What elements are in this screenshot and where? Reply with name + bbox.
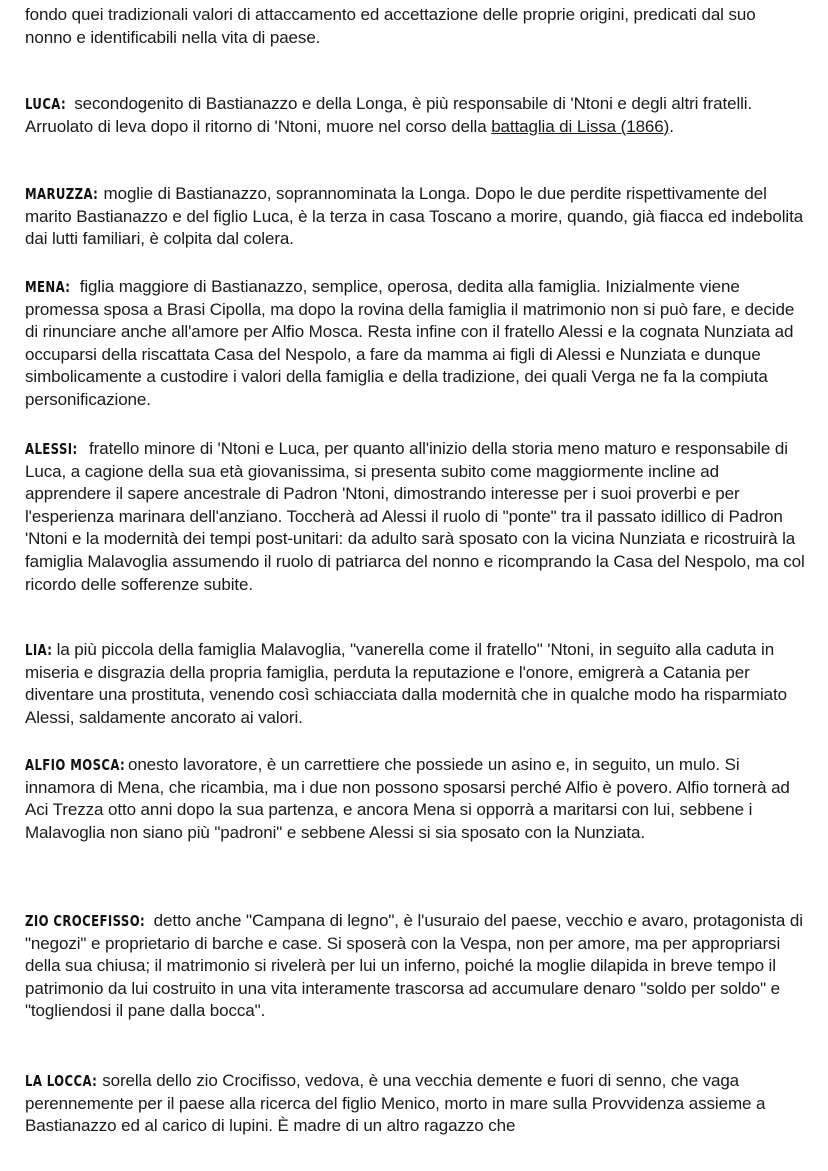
character-name-mena: MENA: [25, 278, 71, 296]
character-name-maruzza: MARUZZA: [25, 185, 99, 203]
paragraph-maruzza [25, 183, 805, 251]
paragraph-alessi [25, 438, 805, 596]
character-name-luca: LUCA: [25, 95, 67, 113]
character-name-la-locca: LA LOCCA: [25, 1072, 98, 1090]
battle-of-lissa-link[interactable]: battaglia di Lissa (1866) [491, 116, 670, 136]
character-text-la-locca: sorella dello zio Crocifisso, vedova, è una vecchia demente e fuori di senno, che vaga perennemente per il paese alla ricerca del figlio Menico, morto in mare sulla Provvidenza assieme a Bastianazzo ed al carico di lupini. È madre di un altro ragazzo che [25, 1071, 766, 1136]
paragraph-luca [25, 93, 805, 138]
character-text-mena: figlia maggiore di Bastianazzo, semplice, operosa, dedita alla famiglia. Inizialmente viene promessa sposa a Brasi Cipolla, ma dopo la rovina della famiglia il matrimonio non si può fare, e decide di rinunciare anche all'amore per Alfio Mosca. Resta infine con il fratello Alessi e la cognata Nunziata ad occuparsi della riscattata Casa del Nespolo, a fare da mamma ai figli di Alessi e Nunziata e dunque simbolicamente a custodire i valori della famiglia e della tradizione, dei quali Verga ne fa la compiuta personificazione. [25, 277, 795, 409]
character-text-luca: secondogenito di Bastianazzo e della Longa, è più responsabile di 'Ntoni e degli altri fratelli. Arruolato di leva dopo il ritorno di 'Ntoni, muore nel corso della [25, 94, 753, 136]
character-name-alfio-mosca: ALFIO MOSCA: [25, 756, 126, 774]
paragraph-la-locca [25, 1070, 805, 1138]
character-text-zio-crocefisso: detto anche "Campana di legno", è l'usuraio del paese, vecchio e avaro, protagonista di "negozi" e proprietario di barche e case. Si sposerà con la Vespa, non per amore, ma per appropriarsi della sua chiusa; il matrimonio si rivelerà per lui un inferno, poiché la moglie dilapida in breve tempo il patrimonio da lui costruito in una vita interamente trascorsa ad accumulare denaro "soldo per soldo" e "togliendosi il pane dalla bocca". [25, 911, 803, 1021]
character-text-luca-end: . [669, 116, 674, 136]
character-name-alessi: ALESSI: [25, 440, 78, 458]
paragraph-alfio-mosca [25, 754, 805, 844]
character-name-lia: LIA: [25, 641, 53, 659]
paragraph-zio-crocefisso [25, 910, 805, 1023]
intro-paragraph [25, 4, 805, 49]
character-text-maruzza: moglie di Bastianazzo, soprannominata la Longa. Dopo le due perdite rispettivamente del marito Bastianazzo e del figlio Luca, è la terza in casa Toscano a morire, quando, già fiacca ed indebolita dai lutti familiari, è colpita dal colera. [25, 184, 804, 249]
intro-text: fondo quei tradizionali valori di attaccamento ed accettazione delle proprie origini, predicati dal suo nonno e identificabili nella vita di paese. [25, 5, 756, 47]
character-text-lia: la più piccola della famiglia Malavoglia, "vanerella come il fratello" 'Ntoni, in seguito alla caduta in miseria e disgrazia della propria famiglia, perduta la reputazione e l'onore, emigrerà a Catania per diventare una prostituta, venendo così schiacciata dalla modernità che in qualche modo ha risparmiato Alessi, saldamente ancorato ai valori. [25, 640, 787, 727]
character-text-alfio-mosca: onesto lavoratore, è un carrettiere che possiede un asino e, in seguito, un mulo. Si innamora di Mena, che ricambia, ma i due non possono sposarsi perché Alfio è povero. Alfio tornerà ad Aci Trezza otto anni dopo la sua partenza, e ancora Mena si opporrà a maritarsi con lui, sebbene i Malavoglia non siano più "padroni" e sebbene Alessi si sia sposato con la Nunziata. [25, 755, 790, 842]
character-text-alessi: fratello minore di 'Ntoni e Luca, per quanto all'inizio della storia meno maturo e responsabile di Luca, a cagione della sua età giovanissima, si presenta subito come maggiormente incline ad apprendere il sapere ancestrale di Padron 'Ntoni, dimostrando interesse per i suoi proverbi e per l'esperienza marinara dell'anziano. Toccherà ad Alessi il ruolo di "ponte" tra il passato idillico di Padron 'Ntoni e la modernità dei tempi post-unitari: da adulto sarà sposato con la vicina Nunziata e ricostruirà la famiglia Malavoglia assumendo il ruolo di patriarca del nonno e ricomprando la Casa del Nespolo, ma col ricordo delle sofferenze subite. [25, 439, 805, 594]
paragraph-lia [25, 639, 805, 729]
paragraph-mena [25, 276, 805, 412]
character-name-zio-crocefisso: ZIO CROCEFISSO: [25, 912, 146, 930]
